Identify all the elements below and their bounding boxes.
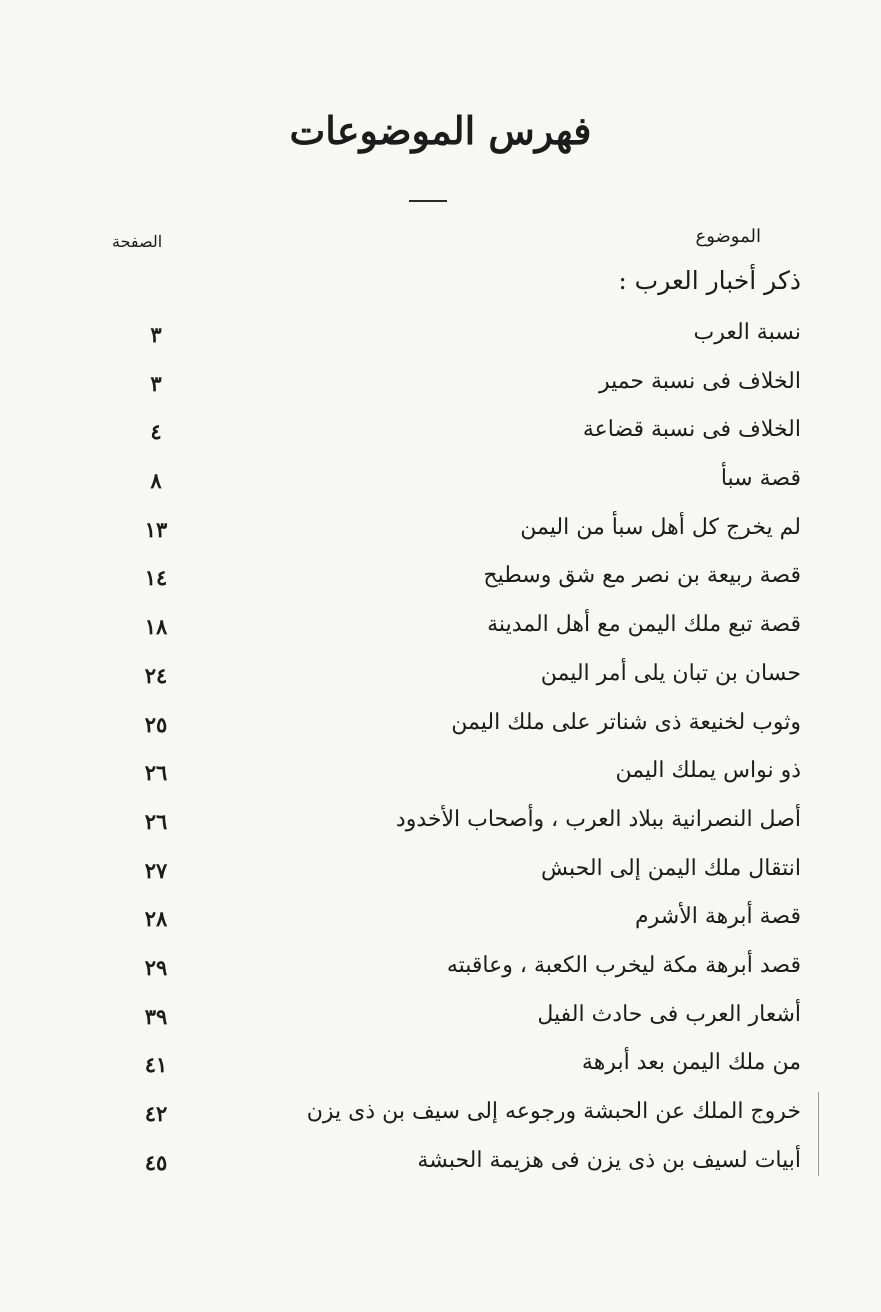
toc-entry — [0, 604, 881, 653]
section-heading: ذكر أخبار العرب : — [618, 266, 801, 295]
entry-title: لم يخرج كل أهل سبأ من اليمن — [520, 514, 801, 540]
entry-page-number: ٣ — [150, 370, 162, 396]
toc-entry — [0, 1140, 881, 1189]
toc-entry — [0, 361, 881, 410]
entry-page-number: ١٣ — [144, 516, 168, 542]
entry-page-number: ٤٢ — [144, 1101, 168, 1126]
topic-column-header: الموضوع — [695, 226, 761, 247]
entry-title: نسبة العرب — [693, 320, 801, 345]
entry-title: الخلاف فى نسبة حمير — [598, 368, 801, 394]
entry-page-number: ٤١ — [144, 1052, 168, 1078]
entry-title: قصة تبع ملك اليمن مع أهل المدينة — [487, 612, 801, 638]
entry-page-number: ١٨ — [144, 614, 168, 640]
margin-mark — [818, 1092, 819, 1176]
page-column-header: الصفحة — [112, 232, 163, 251]
entry-title: من ملك اليمن بعد أبرهة — [581, 1050, 801, 1076]
toc-entries — [0, 312, 881, 1188]
toc-entry — [0, 896, 881, 945]
toc-entry — [0, 312, 881, 361]
entry-title: وثوب لخنيعة ذى شناتر على ملك اليمن — [451, 709, 801, 735]
entry-title: أصل النصرانية ببلاد العرب ، وأصحاب الأخدود — [395, 806, 801, 832]
entry-page-number: ٢٥ — [144, 711, 168, 737]
entry-title: قصة سبأ — [720, 466, 801, 492]
toc-entry — [0, 994, 881, 1043]
entry-title: أبيات لسيف بن ذى يزن فى هزيمة الحبشة — [417, 1147, 801, 1173]
entry-page-number: ١٤ — [144, 565, 168, 591]
entry-title: أشعار العرب فى حادث الفيل — [537, 1001, 801, 1027]
entry-title: حسان بن تبان يلى أمر اليمن — [540, 660, 801, 686]
entry-title: الخلاف فى نسبة قضاعة — [582, 417, 801, 443]
toc-entry — [0, 458, 881, 507]
toc-entry — [0, 702, 881, 751]
entry-page-number: ٢٩ — [144, 954, 168, 980]
entry-title: قصة أبرهة الأشرم — [635, 904, 801, 930]
entry-page-number: ٢٦ — [144, 760, 168, 786]
entry-title: قصد أبرهة مكة ليخرب الكعبة ، وعاقبته — [446, 952, 801, 978]
toc-entry — [0, 799, 881, 848]
toc-entry — [0, 507, 881, 556]
toc-entry — [0, 945, 881, 994]
toc-entry — [0, 653, 881, 702]
toc-entry — [0, 555, 881, 604]
entry-page-number: ٢٧ — [144, 857, 168, 883]
toc-entry — [0, 750, 881, 799]
page-title: فهرس الموضوعات — [289, 108, 592, 153]
entry-page-number: ٤٥ — [144, 1149, 168, 1175]
entry-page-number: ٨ — [150, 468, 162, 494]
entry-title: ذو نواس يملك اليمن — [615, 758, 801, 784]
entry-page-number: ٣ — [150, 322, 162, 347]
entry-page-number: ٣٩ — [144, 1003, 168, 1029]
entry-page-number: ٤ — [150, 419, 162, 445]
entry-title: خروج الملك عن الحبشة ورجوعه إلى سيف بن ذى يزن — [306, 1099, 801, 1124]
title-divider — [409, 200, 447, 202]
entry-title: قصة ربيعة بن نصر مع شق وسطيح — [483, 563, 801, 589]
toc-entry — [0, 848, 881, 897]
entry-page-number: ٢٦ — [144, 808, 168, 834]
toc-entry — [0, 1042, 881, 1091]
entry-page-number: ٢٨ — [144, 906, 168, 932]
entry-title: انتقال ملك اليمن إلى الحبش — [540, 855, 801, 881]
toc-entry — [0, 409, 881, 458]
toc-entry — [0, 1091, 881, 1140]
entry-page-number: ٢٤ — [144, 662, 168, 688]
